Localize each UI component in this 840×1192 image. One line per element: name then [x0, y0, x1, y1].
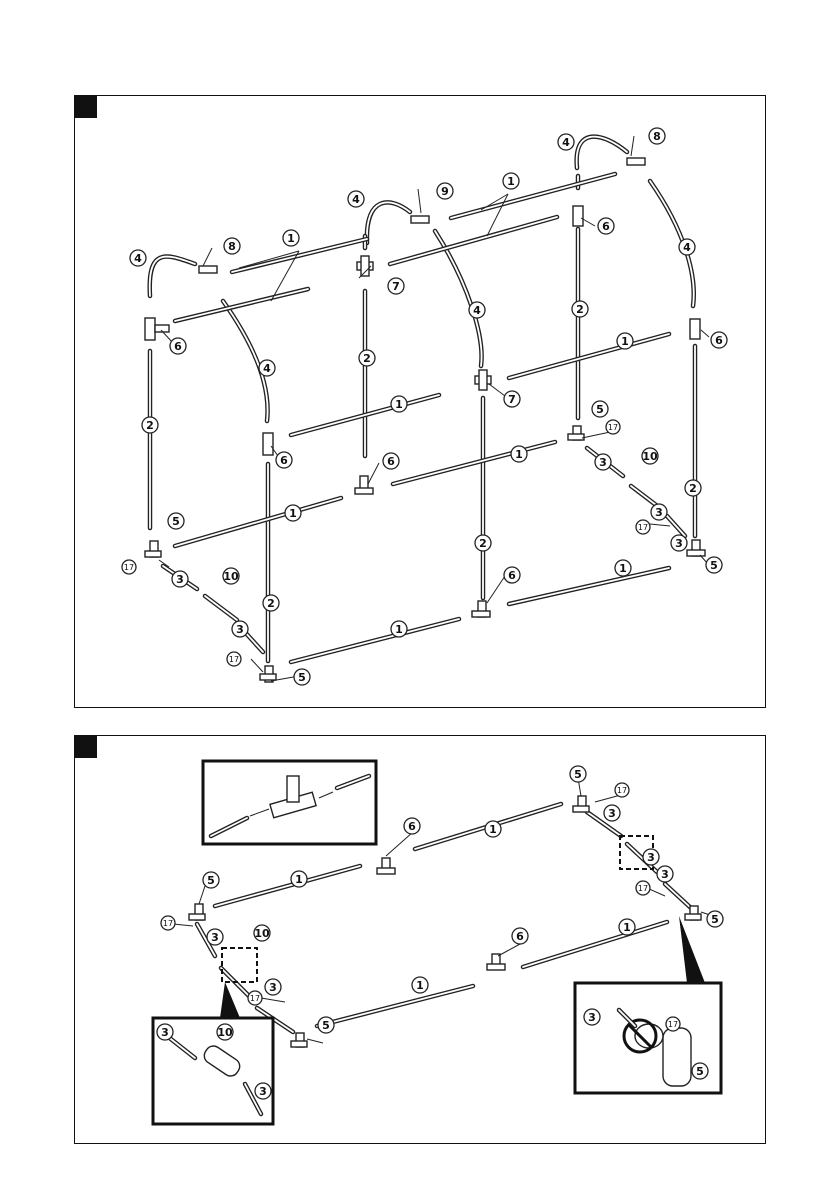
svg-text:1: 1 [507, 175, 515, 188]
corner-connector [189, 914, 205, 920]
long-tube [215, 866, 360, 906]
svg-text:6: 6 [174, 340, 182, 353]
svg-text:1: 1 [621, 335, 629, 348]
svg-text:1: 1 [295, 873, 303, 886]
arch-connector [627, 158, 645, 165]
arch-connector [199, 266, 217, 273]
label-t-connector-6 [598, 218, 614, 234]
leader-line [203, 248, 212, 266]
svg-text:2: 2 [267, 597, 275, 610]
cross-connector [479, 370, 487, 390]
leader-line [173, 924, 193, 926]
label-t-connector-6 [170, 338, 186, 354]
svg-text:4: 4 [562, 136, 570, 149]
svg-text:3: 3 [655, 506, 663, 519]
label-clip-10 [642, 448, 658, 464]
label-tube-1 [391, 396, 407, 412]
label-pin-3 [172, 571, 188, 587]
svg-text:10: 10 [217, 1026, 233, 1039]
svg-text:6: 6 [715, 334, 723, 347]
label-tube-1 [511, 446, 527, 462]
svg-text:3: 3 [259, 1085, 267, 1098]
svg-text:5: 5 [596, 403, 604, 416]
svg-text:3: 3 [236, 623, 244, 636]
label-arch-4 [558, 134, 574, 150]
svg-text:4: 4 [683, 241, 691, 254]
leader-line [261, 998, 285, 1002]
svg-text:5: 5 [710, 559, 718, 572]
svg-text:1: 1 [489, 823, 497, 836]
label-corner-connector-5 [692, 1063, 708, 1079]
long-tube [451, 174, 615, 218]
label-ring-clip-17 [227, 652, 241, 666]
svg-text:10: 10 [254, 927, 270, 940]
label-upright-2 [572, 301, 588, 317]
svg-text:3: 3 [608, 807, 616, 820]
svg-text:1: 1 [416, 979, 424, 992]
label-pin-3 [657, 866, 673, 882]
label-ring-clip-17 [615, 783, 629, 797]
leader-lines [159, 136, 709, 681]
svg-text:17: 17 [228, 655, 240, 664]
long-tube [291, 619, 459, 662]
svg-text:17: 17 [667, 1020, 679, 1029]
leader-line [631, 136, 634, 156]
corner-connector [260, 674, 276, 680]
base-diagram [75, 736, 767, 1145]
corner-connector [687, 550, 705, 556]
svg-text:17: 17 [607, 423, 619, 432]
svg-text:7: 7 [392, 280, 400, 293]
label-t-connector-6 [504, 567, 520, 583]
leader-line [386, 832, 413, 856]
svg-text:1: 1 [623, 921, 631, 934]
svg-text:17: 17 [123, 563, 135, 572]
label-arch-4 [679, 239, 695, 255]
label-ring-clip-17 [636, 881, 650, 895]
label-t-connector-6 [383, 453, 399, 469]
svg-text:1: 1 [619, 562, 627, 575]
label-t-connector-6 [711, 332, 727, 348]
label-arch-connector-8 [224, 238, 240, 254]
label-tube-1 [291, 871, 307, 887]
leader-line [701, 330, 709, 337]
leader-line [650, 524, 670, 526]
detail-insets [153, 761, 721, 1124]
long-tube [509, 568, 669, 604]
arch-tube [223, 301, 268, 421]
svg-text:5: 5 [172, 515, 180, 528]
leader-line [498, 944, 520, 956]
leader-line [487, 576, 505, 603]
svg-text:6: 6 [516, 930, 524, 943]
label-t-connector-6 [276, 452, 292, 468]
leader-line [418, 189, 421, 213]
leader-line [251, 659, 263, 672]
svg-text:6: 6 [408, 820, 416, 833]
svg-text:6: 6 [387, 455, 395, 468]
svg-text:3: 3 [599, 456, 607, 469]
detail-markers [222, 836, 653, 982]
label-pin-3 [671, 535, 687, 551]
label-tube-1 [283, 230, 299, 246]
leader-line [368, 463, 379, 484]
corner-connector [568, 434, 584, 440]
inset-t-connector-stem [287, 776, 299, 802]
long-tube [175, 498, 341, 546]
svg-text:3: 3 [675, 537, 683, 550]
label-pin-3 [604, 805, 620, 821]
inset-clip-joint [153, 1018, 273, 1124]
label-upright-2 [359, 350, 375, 366]
long-tube [232, 239, 367, 272]
label-t-connector-6 [512, 928, 528, 944]
label-tube-1 [285, 505, 301, 521]
label-pin-3 [651, 504, 667, 520]
label-pin-3 [255, 1083, 271, 1099]
svg-text:2: 2 [689, 482, 697, 495]
svg-text:3: 3 [588, 1011, 596, 1024]
base-side-tube [205, 596, 237, 620]
svg-text:2: 2 [146, 419, 154, 432]
label-tube-1 [619, 919, 635, 935]
svg-text:1: 1 [287, 232, 295, 245]
label-cross-connector-7 [504, 391, 520, 407]
pointer-to-inset [679, 916, 705, 983]
t-connector [355, 488, 373, 494]
label-cross-connector-7 [388, 278, 404, 294]
label-corner-connector-5 [318, 1017, 334, 1033]
long-tube [509, 334, 669, 378]
label-pin-3 [265, 979, 281, 995]
t-connector [377, 868, 395, 874]
label-ring-clip-17 [161, 916, 175, 930]
inset-t-connector [203, 761, 376, 844]
label-corner-connector-5 [203, 872, 219, 888]
svg-text:5: 5 [298, 671, 306, 684]
cross-connector [361, 256, 369, 276]
svg-text:6: 6 [602, 220, 610, 233]
svg-text:3: 3 [661, 868, 669, 881]
t-connector [263, 433, 273, 455]
svg-text:1: 1 [289, 507, 297, 520]
svg-text:9: 9 [441, 185, 449, 198]
leader-line [307, 1039, 323, 1043]
svg-text:7: 7 [508, 393, 516, 406]
arch-tube [367, 202, 410, 243]
label-pin-3 [207, 929, 223, 945]
long-tube [393, 442, 555, 484]
long-tube [390, 217, 557, 264]
label-upright-2 [475, 535, 491, 551]
svg-text:3: 3 [161, 1026, 169, 1039]
svg-text:1: 1 [515, 448, 523, 461]
label-clip-10 [254, 925, 270, 941]
svg-text:3: 3 [269, 981, 277, 994]
label-ring-clip-17 [606, 420, 620, 434]
arch-tube [577, 137, 627, 168]
svg-text:6: 6 [508, 569, 516, 582]
label-tube-1 [615, 560, 631, 576]
corner-connector [145, 318, 155, 340]
label-pin-3 [643, 849, 659, 865]
label-ring-clip-17 [666, 1017, 680, 1031]
label-pin-3 [584, 1009, 600, 1025]
svg-text:3: 3 [211, 931, 219, 944]
label-arch-4 [259, 360, 275, 376]
corner-connector [685, 914, 701, 920]
long-tube [317, 986, 473, 1026]
label-upright-2 [142, 417, 158, 433]
svg-text:1: 1 [395, 623, 403, 636]
label-clip-10 [223, 568, 239, 584]
svg-text:5: 5 [711, 913, 719, 926]
svg-text:5: 5 [574, 768, 582, 781]
label-upright-2 [263, 595, 279, 611]
svg-text:17: 17 [616, 786, 628, 795]
corner-connector [291, 1041, 307, 1047]
corner-connector [573, 806, 589, 812]
label-pin-3 [157, 1024, 173, 1040]
label-arch-connector-9 [437, 183, 453, 199]
label-arch-4 [130, 250, 146, 266]
label-tube-1 [412, 977, 428, 993]
svg-text:6: 6 [280, 454, 288, 467]
label-tube-1 [503, 173, 519, 189]
svg-text:3: 3 [647, 851, 655, 864]
svg-text:17: 17 [162, 919, 174, 928]
svg-text:8: 8 [228, 240, 236, 253]
label-corner-connector-5 [168, 513, 184, 529]
label-tube-1 [617, 333, 633, 349]
label-tube-1 [485, 821, 501, 837]
label-corner-connector-5 [294, 669, 310, 685]
svg-text:10: 10 [223, 570, 239, 583]
svg-text:8: 8 [653, 130, 661, 143]
label-t-connector-6 [404, 818, 420, 834]
label-corner-connector-5 [592, 401, 608, 417]
frame-connectors [145, 158, 705, 682]
inset-corner-tube [663, 1028, 691, 1086]
svg-text:5: 5 [696, 1065, 704, 1078]
corner-connector [145, 551, 161, 557]
svg-text:4: 4 [134, 252, 142, 265]
pointer-to-inset [220, 982, 240, 1018]
svg-text:17: 17 [637, 523, 649, 532]
svg-text:17: 17 [637, 884, 649, 893]
svg-text:4: 4 [352, 193, 360, 206]
t-connector [573, 206, 583, 226]
label-tube-1 [391, 621, 407, 637]
label-corner-connector-5 [706, 557, 722, 573]
label-clip-10 [217, 1024, 233, 1040]
long-tube [523, 922, 667, 967]
long-tube [175, 289, 308, 321]
svg-text:17: 17 [249, 994, 261, 1003]
label-arch-4 [348, 191, 364, 207]
leader-line [199, 886, 205, 904]
inset-ring-clip [575, 983, 721, 1093]
svg-text:2: 2 [576, 303, 584, 316]
assembly-step-2-panel [74, 735, 766, 1144]
svg-text:2: 2 [479, 537, 487, 550]
label-arch-4 [469, 302, 485, 318]
svg-text:5: 5 [322, 1019, 330, 1032]
arch-connector [411, 216, 429, 223]
svg-text:4: 4 [263, 362, 271, 375]
t-connector [487, 964, 505, 970]
label-arch-connector-8 [649, 128, 665, 144]
label-upright-2 [685, 480, 701, 496]
svg-text:3: 3 [176, 573, 184, 586]
label-ring-clip-17 [248, 991, 262, 1005]
leader-line [489, 384, 505, 396]
t-connector [472, 611, 490, 617]
frame-diagram [75, 96, 767, 709]
svg-text:10: 10 [642, 450, 658, 463]
assembly-step-1-panel [74, 95, 766, 708]
arch-tube [150, 257, 195, 296]
label-ring-clip-17 [636, 520, 650, 534]
label-corner-connector-5 [570, 766, 586, 782]
label-pin-3 [595, 454, 611, 470]
svg-text:2: 2 [363, 352, 371, 365]
svg-text:5: 5 [207, 874, 215, 887]
svg-text:1: 1 [395, 398, 403, 411]
base-side-tube [665, 884, 691, 908]
t-connector [690, 319, 700, 339]
label-pin-3 [232, 621, 248, 637]
svg-text:4: 4 [473, 304, 481, 317]
label-ring-clip-17 [122, 560, 136, 574]
label-corner-connector-5 [707, 911, 723, 927]
